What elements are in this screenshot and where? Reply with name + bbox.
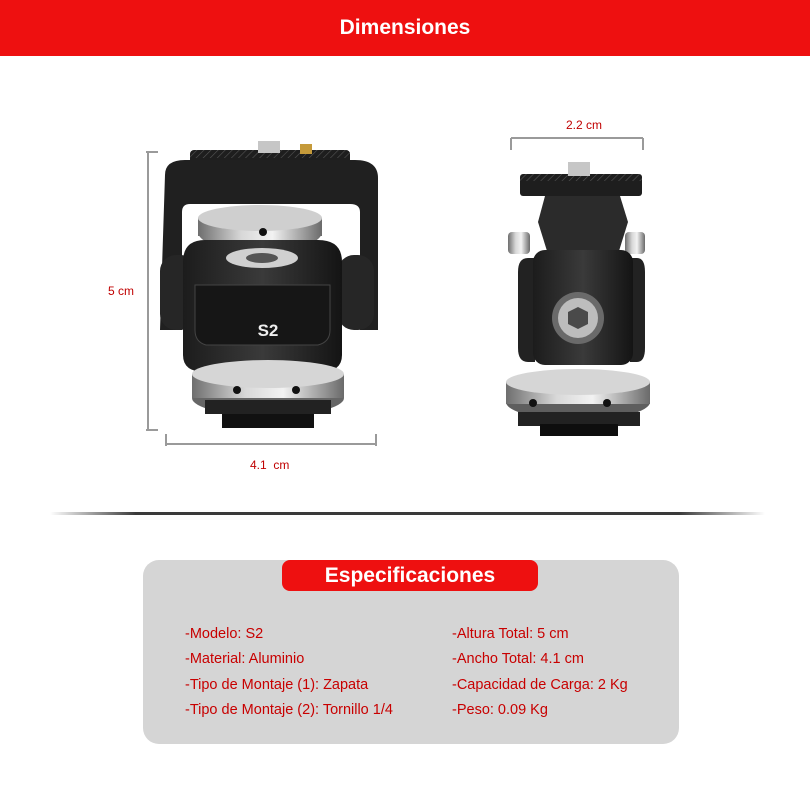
section-divider (50, 512, 765, 515)
spec-item: -Altura Total: 5 cm (452, 626, 569, 642)
height-dimension-bracket (146, 152, 158, 430)
spec-item: -Modelo: S2 (185, 626, 264, 642)
model-print: S2 (257, 321, 279, 340)
specs-title (282, 560, 538, 591)
side-mount (506, 162, 650, 436)
specs-title-text: Especificaciones (324, 563, 496, 587)
spec-item: -Capacidad de Carga: 2 Kg (452, 677, 628, 693)
spec-item: -Material: Aluminio (185, 651, 305, 667)
spec-item: -Tipo de Montaje (1): Zapata (185, 677, 369, 693)
front-mount (160, 141, 378, 428)
dimensions-title: Dimensiones (339, 16, 471, 39)
spec-item: -Ancho Total: 4.1 cm (452, 651, 584, 667)
height-label: 5 cm (108, 284, 135, 298)
side-width-dimension-bracket (511, 138, 643, 150)
spec-item: -Peso: 0.09 Kg (452, 702, 548, 718)
spec-item: -Tipo de Montaje (2): Tornillo 1/4 (185, 702, 393, 718)
side-width-label: 2.2 cm (566, 118, 603, 132)
width-label: 4.1 cm (250, 458, 290, 472)
width-dimension-bracket (166, 434, 376, 446)
